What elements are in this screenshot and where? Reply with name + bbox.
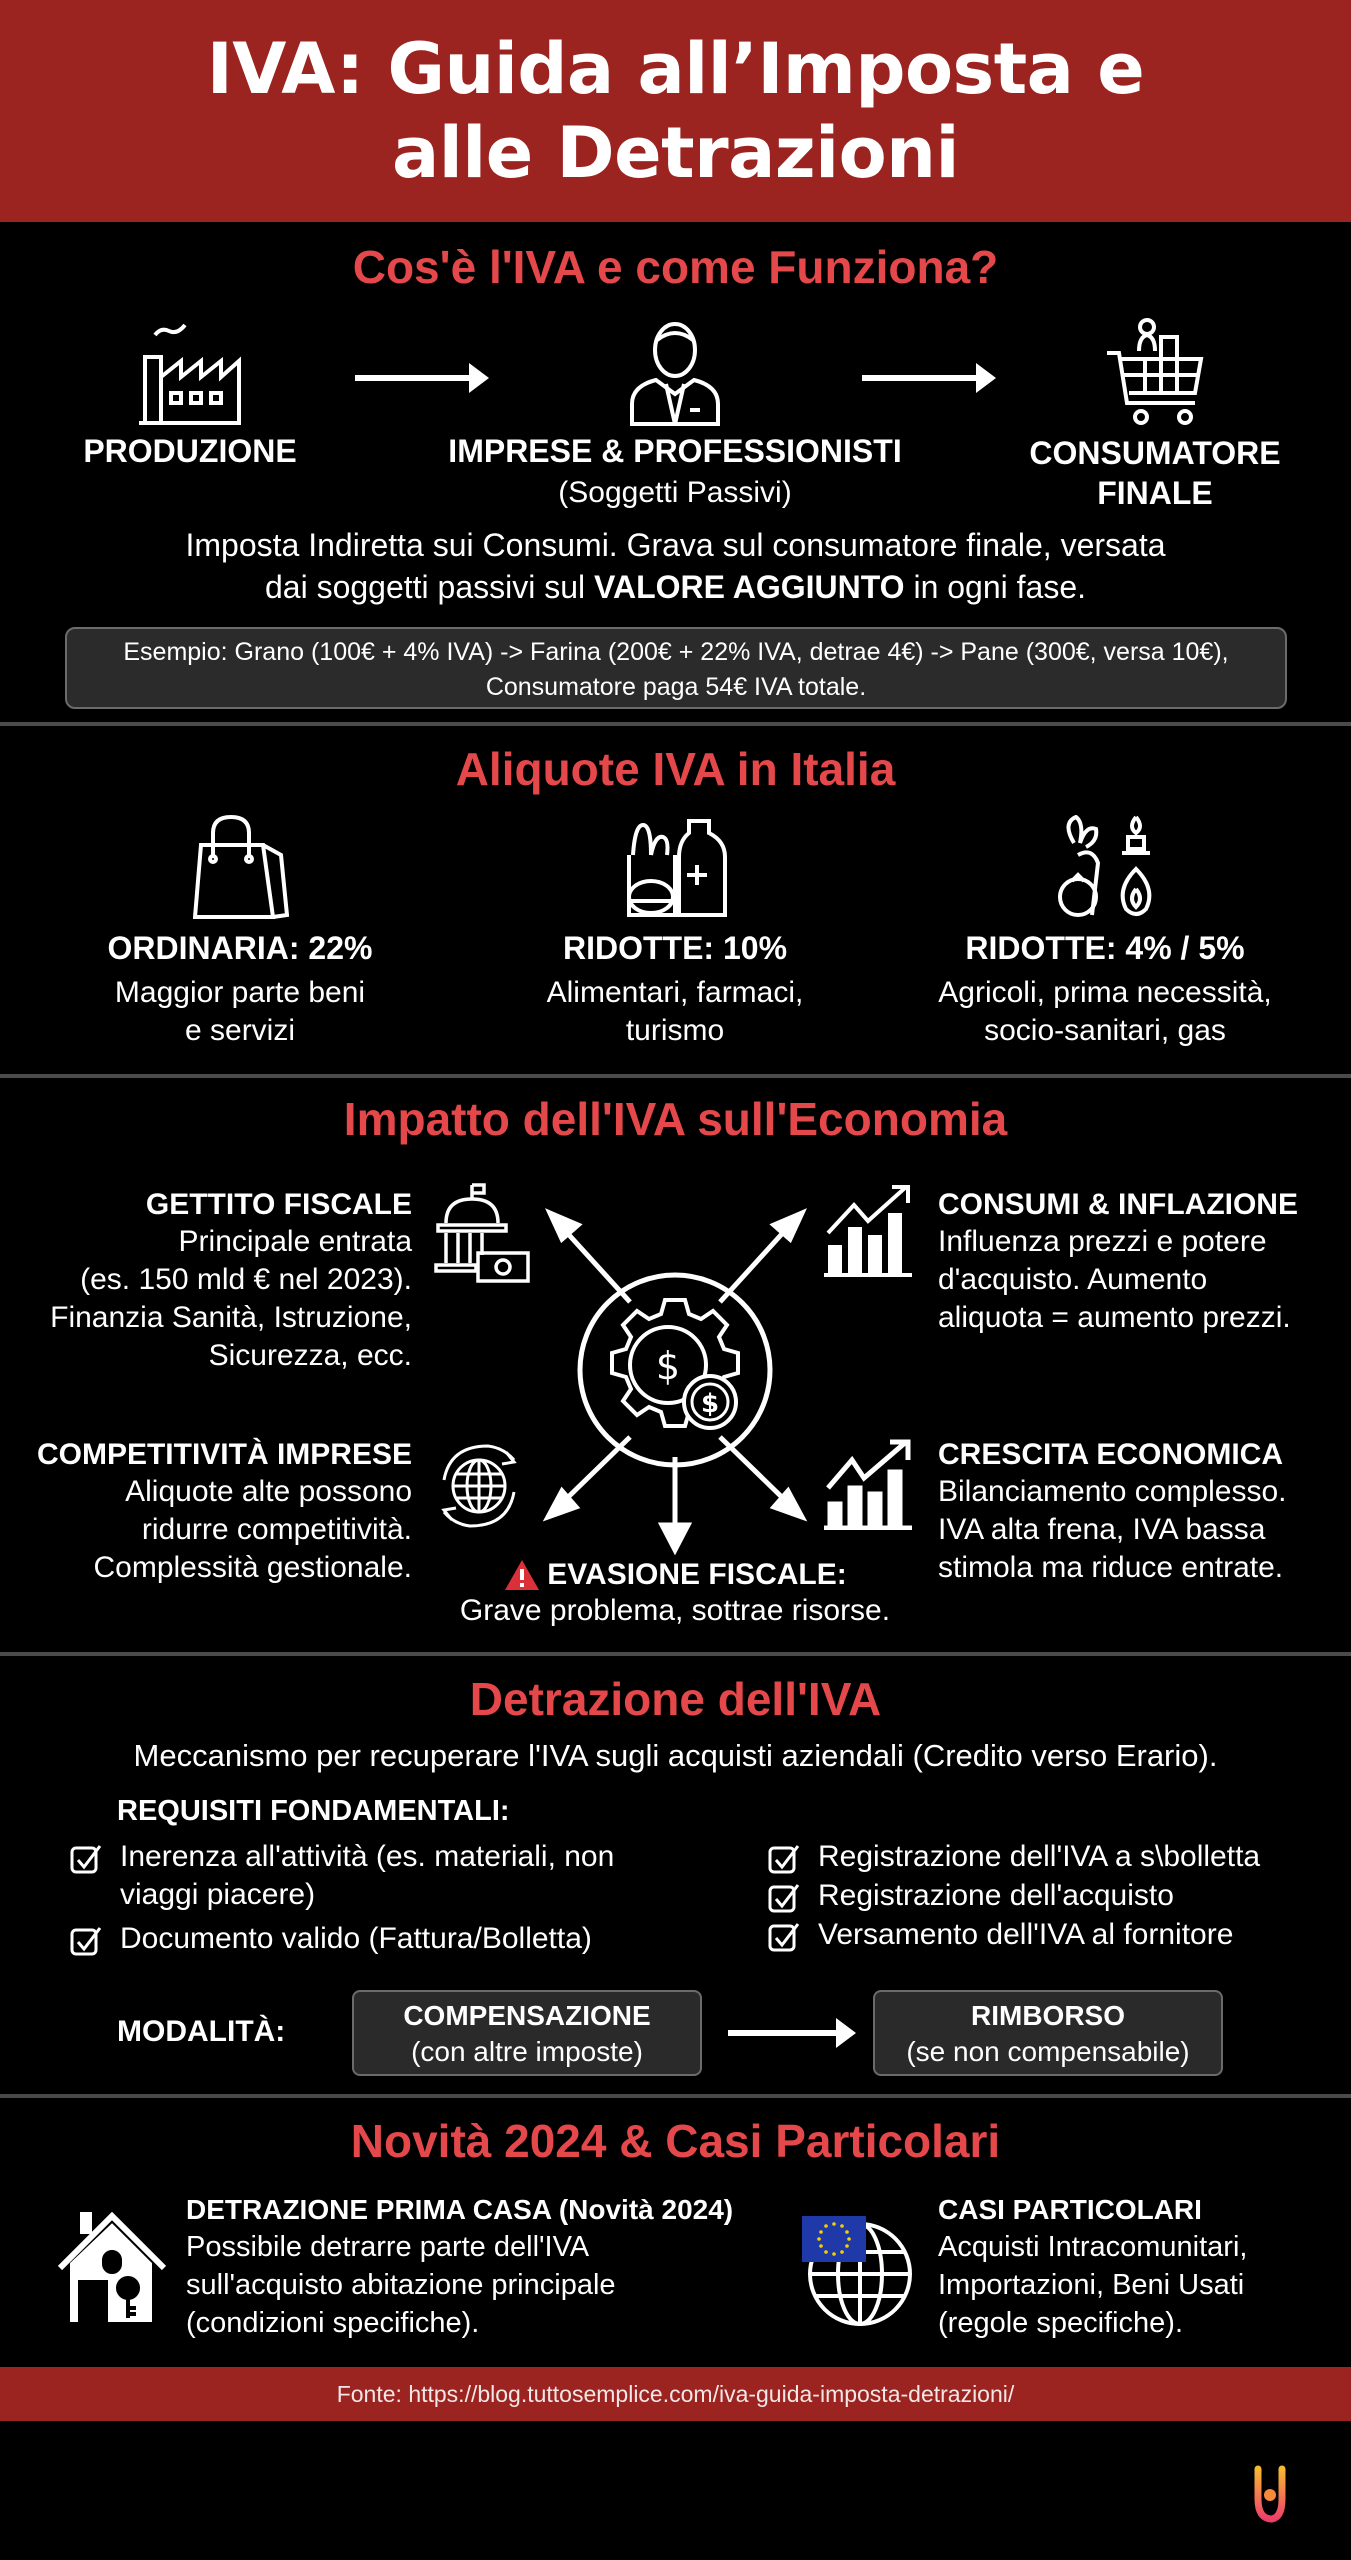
flow-label-imprese: IMPRESE & PROFESSIONISTI bbox=[448, 433, 902, 469]
rate-ridotta-10-desc-line1: Alimentari, farmaci, bbox=[546, 976, 804, 1009]
impact-consumi-title: CONSUMI & INFLAZIONE bbox=[938, 1188, 1298, 1221]
flow-label-consumatore-line1: CONSUMATORE bbox=[1029, 435, 1281, 471]
requirement-item bbox=[70, 1920, 592, 1958]
novita-prima-casa bbox=[186, 2192, 786, 2342]
example-line1: Esempio: Grano (100€ + 4% IVA) -> Farina (200€ + 22% IVA, detrae 4€) -> Pane (300€, versa 10€), bbox=[123, 638, 1229, 666]
page-title-line2: alle Detrazioni bbox=[391, 112, 959, 194]
shopping-cart-icon bbox=[1105, 315, 1210, 427]
section-divider bbox=[0, 1074, 1351, 1078]
section-title-novita: Novità 2024 & Casi Particolari bbox=[350, 2115, 1001, 2167]
section-title-aliquote: Aliquote IVA in Italia bbox=[455, 743, 896, 795]
requirement-text: viaggi piacere) bbox=[120, 1878, 316, 1911]
flow-label-consumatore-line2: FINALE bbox=[1097, 475, 1213, 511]
impact-evasione bbox=[400, 1558, 950, 1630]
detrazione-subtitle: Meccanismo per recuperare l'IVA sugli acquisti aziendali (Credito verso Erario). bbox=[133, 1738, 1218, 1773]
iva-description-line2-post: in ogni fase. bbox=[904, 569, 1087, 605]
novita-prima-casa-line: (condizioni specifiche). bbox=[186, 2307, 480, 2339]
rate-ordinaria-label: ORDINARIA: 22% bbox=[107, 930, 373, 966]
section-divider bbox=[0, 1652, 1351, 1656]
brand-logo-icon bbox=[1252, 2465, 1286, 2525]
rate-ridotta-10-desc bbox=[490, 974, 860, 1050]
flow-arrow-2 bbox=[862, 375, 980, 381]
requirement-text: Registrazione dell'IVA a s\bolletta bbox=[818, 1840, 1261, 1873]
checkbox-checked-icon bbox=[768, 1883, 800, 1915]
impact-competitivita-line: Aliquote alte possono bbox=[125, 1475, 412, 1508]
impact-competitivita-line: ridurre competitività. bbox=[141, 1513, 412, 1546]
rate-ridotta-4-5-label: RIDOTTE: 4% / 5% bbox=[965, 930, 1245, 966]
section-divider bbox=[0, 722, 1351, 726]
flow-label-consumatore bbox=[995, 433, 1315, 513]
impact-consumi-line: d'acquisto. Aumento bbox=[938, 1263, 1208, 1296]
globe-cycle-icon bbox=[434, 1440, 524, 1532]
novita-prima-casa-line: sull'acquisto abitazione principale bbox=[186, 2269, 616, 2301]
source-link[interactable]: Fonte: https://blog.tuttosemplice.com/iva-guida-imposta-detrazioni/ bbox=[336, 2381, 1015, 2407]
source-footer bbox=[0, 2367, 1351, 2421]
impact-competitivita-title: COMPETITIVITÀ IMPRESE bbox=[36, 1438, 412, 1471]
impact-crescita-line: stimola ma riduce entrate. bbox=[938, 1551, 1284, 1584]
checkbox-checked-icon bbox=[768, 1844, 800, 1876]
rate-ordinaria-desc bbox=[55, 974, 425, 1050]
mode-arrow bbox=[728, 2030, 840, 2036]
checkbox-checked-icon bbox=[70, 1926, 102, 1958]
svg-text:$: $ bbox=[700, 1389, 720, 1419]
house-key-icon bbox=[58, 2212, 168, 2324]
impact-gettito-title: GETTITO FISCALE bbox=[145, 1188, 412, 1221]
impact-gettito-line: (es. 150 mld € nel 2023). bbox=[80, 1263, 412, 1296]
page-title-line1: IVA: Guida all’Imposta e bbox=[206, 28, 1145, 110]
impact-crescita bbox=[938, 1437, 1338, 1587]
requirement-text: Versamento dell'IVA al fornitore bbox=[818, 1918, 1234, 1951]
rate-ordinaria-desc-line2: e servizi bbox=[184, 1014, 296, 1047]
novita-prima-casa-title: DETRAZIONE PRIMA CASA (Novità 2024) bbox=[186, 2194, 734, 2225]
rate-ridotta-10-desc-line2: turismo bbox=[625, 1014, 725, 1047]
mode-compensazione bbox=[352, 1990, 702, 2076]
mode-rimborso-sub: (se non compensabile) bbox=[906, 2036, 1190, 2067]
section-title-what-is-iva: Cos'è l'IVA e come Funziona? bbox=[352, 241, 999, 293]
government-building-money-icon bbox=[432, 1183, 532, 1283]
rate-ridotta-4-5-desc bbox=[905, 974, 1305, 1050]
section-title-detrazione: Detrazione dell'IVA bbox=[469, 1673, 882, 1725]
mode-compensazione-title: COMPENSAZIONE bbox=[403, 2000, 651, 2031]
svg-text:$: $ bbox=[655, 1344, 681, 1388]
impact-crescita-line: IVA alta frena, IVA bassa bbox=[938, 1513, 1266, 1546]
impact-consumi-line: Influenza prezzi e potere bbox=[938, 1225, 1267, 1258]
casi-particolari-line: Acquisti Intracomunitari, bbox=[938, 2231, 1248, 2263]
modes-label: MODALITÀ: bbox=[117, 2015, 286, 2048]
iva-description bbox=[0, 524, 1351, 608]
flow-label-produzione: PRODUZIONE bbox=[83, 433, 297, 469]
requirement-item bbox=[768, 1916, 1233, 1954]
example-box bbox=[65, 627, 1287, 709]
checkbox-checked-icon bbox=[70, 1844, 102, 1876]
novita-prima-casa-line: Possibile detrarre parte dell'IVA bbox=[186, 2231, 590, 2263]
rate-ordinaria-desc-line1: Maggior parte beni bbox=[114, 976, 366, 1009]
bar-chart-growth-icon bbox=[822, 1185, 914, 1277]
vegetables-gas-icon bbox=[1052, 815, 1158, 921]
growth-chart-icon bbox=[822, 1438, 914, 1530]
factory-icon bbox=[135, 315, 245, 427]
mode-compensazione-sub: (con altre imposte) bbox=[411, 2036, 643, 2067]
warning-icon bbox=[503, 1558, 541, 1592]
requirement-item bbox=[768, 1838, 1260, 1876]
section-divider bbox=[0, 2094, 1351, 2098]
requirement-text: Inerenza all'attività (es. materiali, non bbox=[120, 1840, 615, 1873]
mode-rimborso-title: RIMBORSO bbox=[971, 2000, 1125, 2031]
rate-ridotta-4-5-desc-line2: socio-sanitari, gas bbox=[984, 1014, 1226, 1047]
casi-particolari-title: CASI PARTICOLARI bbox=[938, 2194, 1202, 2225]
flow-sublabel-soggetti-passivi: (Soggetti Passivi) bbox=[558, 476, 792, 509]
requirement-item bbox=[70, 1838, 614, 1914]
mode-rimborso bbox=[873, 1990, 1223, 2076]
groceries-medicine-icon bbox=[623, 815, 729, 921]
impact-evasione-title: EVASIONE FISCALE: bbox=[547, 1558, 847, 1591]
eu-flag-globe-icon bbox=[800, 2212, 920, 2328]
impact-crescita-title: CRESCITA ECONOMICA bbox=[938, 1438, 1283, 1471]
shopping-bag-icon bbox=[193, 815, 289, 921]
iva-description-bold: VALORE AGGIUNTO bbox=[594, 569, 905, 605]
iva-description-line2-pre: dai soggetti passivi sul bbox=[264, 569, 595, 605]
iva-description-line1: Imposta Indiretta sui Consumi. Grava sul consumatore finale, versata bbox=[185, 527, 1166, 563]
checkbox-checked-icon bbox=[768, 1922, 800, 1954]
casi-particolari bbox=[938, 2192, 1338, 2342]
impact-crescita-line: Bilanciamento complesso. bbox=[938, 1475, 1287, 1508]
requirement-text: Documento valido (Fattura/Bolletta) bbox=[120, 1922, 592, 1955]
impact-gettito bbox=[30, 1187, 412, 1375]
page-title bbox=[207, 27, 1145, 195]
flow-arrow-1 bbox=[355, 375, 473, 381]
requirement-text: Registrazione dell'acquisto bbox=[818, 1879, 1174, 1912]
impact-evasione-heading bbox=[400, 1558, 950, 1592]
casi-particolari-line: (regole specifiche). bbox=[938, 2307, 1183, 2339]
impact-consumi bbox=[938, 1187, 1338, 1337]
casi-particolari-line: Importazioni, Beni Usati bbox=[938, 2269, 1245, 2301]
impact-consumi-line: aliquota = aumento prezzi. bbox=[938, 1301, 1291, 1334]
section-title-impatto: Impatto dell'IVA sull'Economia bbox=[343, 1093, 1008, 1145]
impact-evasione-desc: Grave problema, sottrae risorse. bbox=[459, 1594, 891, 1627]
impact-gettito-line: Principale entrata bbox=[178, 1225, 412, 1258]
requirements-title: REQUISITI FONDAMENTALI: bbox=[117, 1795, 510, 1827]
header-banner bbox=[0, 0, 1351, 222]
impact-competitivita bbox=[10, 1437, 412, 1587]
requirement-item bbox=[768, 1877, 1174, 1915]
impact-gettito-line: Finanzia Sanità, Istruzione, bbox=[50, 1301, 412, 1334]
impact-competitivita-line: Complessità gestionale. bbox=[93, 1551, 412, 1584]
rate-ridotta-4-5-desc-line1: Agricoli, prima necessità, bbox=[938, 976, 1272, 1009]
rate-ridotta-10-label: RIDOTTE: 10% bbox=[562, 930, 788, 966]
businessman-icon bbox=[620, 318, 730, 428]
example-line2: Consumatore paga 54€ IVA totale. bbox=[485, 673, 867, 701]
impact-gettito-line: Sicurezza, ecc. bbox=[208, 1339, 412, 1372]
